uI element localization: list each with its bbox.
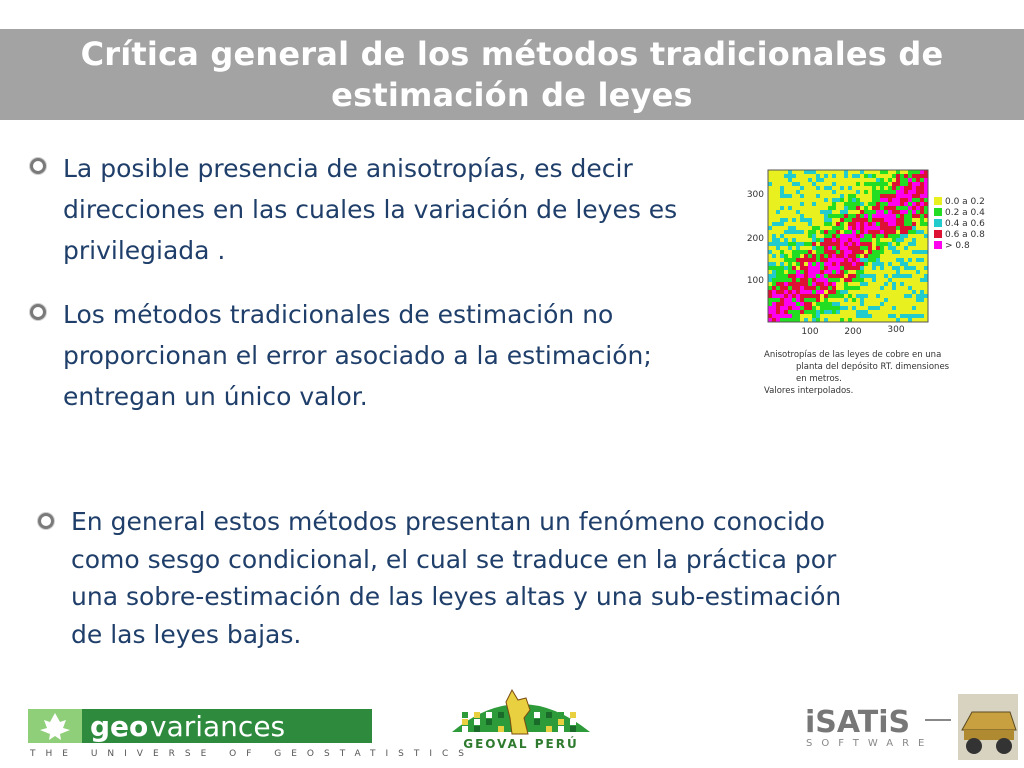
legend-label: 0.0 a 0.2: [945, 197, 985, 207]
grade-legend: [934, 197, 985, 251]
mining-truck-icon: [958, 694, 1018, 760]
legend-label: 0.4 a 0.6: [945, 219, 985, 229]
geovariances-brand-b: variances: [150, 710, 286, 743]
legend-label: > 0.8: [945, 241, 970, 251]
isatis-logo: [805, 694, 1018, 760]
bullet-text: La posible presencia de anisotropías, es decir direcciones en las cuales la variación de leyes es privilegiada .: [63, 154, 678, 265]
figure-caption: [764, 349, 1004, 397]
legend-label: 0.2 a 0.4: [945, 208, 985, 218]
bullet-error: [30, 294, 730, 417]
caption-line: Anisotropías de las leyes de cobre en una: [764, 350, 942, 360]
caption-line: en metros.: [796, 374, 842, 384]
legend-swatch: [934, 208, 942, 216]
x-tick-label: 300: [887, 325, 905, 335]
page-title: Crítica general de los métodos tradicionales de estimación de leyes: [80, 34, 944, 114]
geovariances-brand-a: geo: [90, 710, 149, 743]
x-tick-label: 100: [801, 327, 819, 337]
legend-swatch: [934, 241, 942, 249]
footer-logos: [0, 682, 1024, 768]
caption-line: Valores interpolados.: [764, 386, 854, 396]
grade-map-grid: [768, 170, 928, 322]
y-tick-label: 200: [746, 234, 764, 244]
title-bar: [0, 29, 1024, 120]
y-tick-label: 100: [746, 276, 764, 286]
x-tick-label: 200: [844, 327, 862, 337]
legend-swatch: [934, 197, 942, 205]
bullet-icon: [30, 304, 46, 320]
y-tick-label: 300: [746, 190, 764, 200]
caption-line: planta del depósito RT. dimensiones: [796, 362, 950, 372]
bullet-anisotropy: [30, 148, 730, 271]
isatis-subtext: SOFTWARE: [806, 738, 934, 749]
bullet-text: Los métodos tradicionales de estimación no proporcionan el error asociado a la estimación; entregan un único valor.: [63, 300, 652, 411]
bullet-icon: [30, 158, 46, 174]
legend-swatch: [934, 230, 942, 238]
bullet-icon: [38, 513, 54, 529]
geovariances-logo: [28, 709, 474, 759]
bullet-bias: [38, 503, 868, 653]
bullet-text: En general estos métodos presentan un fenómeno conocido como sesgo condicional, el cual se traduce en la práctica por una sobre-estimación de las leyes altas y una sub-estimación de las leyes bajas.: [71, 507, 842, 649]
legend-swatch: [934, 219, 942, 227]
legend-label: 0.6 a 0.8: [945, 230, 985, 240]
geovariances-tagline: THE UNIVERSE OF GEOSTATISTICS: [30, 749, 474, 759]
geoval-peru-logo: [452, 690, 590, 751]
geoval-text: GEOVAL PERÚ: [463, 737, 579, 751]
isatis-text: iSATiS: [805, 705, 911, 740]
